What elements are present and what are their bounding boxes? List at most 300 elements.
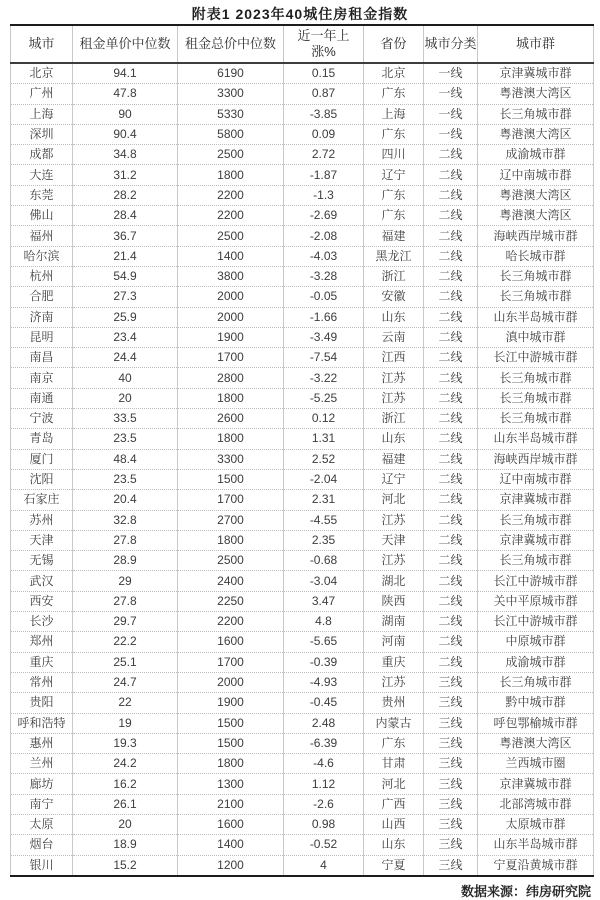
table-cell: 京津冀城市群 [478, 530, 594, 550]
table-cell: 16.2 [73, 774, 178, 794]
table-cell: 0.87 [284, 84, 364, 104]
table-row [11, 246, 594, 266]
table-cell: 呼包鄂榆城市群 [478, 713, 594, 733]
table-row [11, 327, 594, 347]
table-cell: 陕西 [364, 591, 424, 611]
table-cell: 0.98 [284, 814, 364, 834]
table-cell: 1400 [178, 246, 284, 266]
table-cell: 成渝城市群 [478, 652, 594, 672]
table-cell: -0.68 [284, 551, 364, 571]
table-cell: 长三角城市群 [478, 551, 594, 571]
table-row [11, 835, 594, 855]
table-cell: 太原 [11, 814, 73, 834]
table-cell: 太原城市群 [478, 814, 594, 834]
table-cell: 1700 [178, 490, 284, 510]
table-cell: 1200 [178, 855, 284, 876]
table-cell: -0.39 [284, 652, 364, 672]
table-cell: 二线 [424, 327, 478, 347]
table-cell: 三线 [424, 733, 478, 753]
table-cell: 无锡 [11, 551, 73, 571]
table-cell: 粤港澳大湾区 [478, 84, 594, 104]
table-cell: 3300 [178, 449, 284, 469]
table-cell: 中原城市群 [478, 632, 594, 652]
table-cell: 兰州 [11, 754, 73, 774]
table-cell: 2200 [178, 185, 284, 205]
table-cell: 甘肃 [364, 754, 424, 774]
table-cell: 广东 [364, 185, 424, 205]
table-cell: 29.7 [73, 612, 178, 632]
table-cell: 三线 [424, 855, 478, 876]
table-row [11, 348, 594, 368]
table-cell: 三线 [424, 693, 478, 713]
table-cell: 三线 [424, 672, 478, 692]
table-row [11, 429, 594, 449]
table-cell: 长沙 [11, 612, 73, 632]
table-cell: 2700 [178, 510, 284, 530]
table-cell: 27.8 [73, 591, 178, 611]
table-cell: 28.9 [73, 551, 178, 571]
table-cell: 山东 [364, 307, 424, 327]
page-title: 附表1 2023年40城住房租金指数 [191, 6, 409, 22]
table-cell: 0.12 [284, 409, 364, 429]
table-row [11, 774, 594, 794]
table-cell: 6190 [178, 63, 284, 84]
header-row [11, 25, 594, 63]
table-cell: 京津冀城市群 [478, 63, 594, 84]
table-row [11, 63, 594, 84]
table-cell: 兰西城市圈 [478, 754, 594, 774]
table-cell: 二线 [424, 206, 478, 226]
table-cell: -6.39 [284, 733, 364, 753]
table-cell: 广东 [364, 206, 424, 226]
table-cell: 粤港澳大湾区 [478, 733, 594, 753]
table-cell: 23.5 [73, 429, 178, 449]
table-cell: 2600 [178, 409, 284, 429]
table-cell: 湖北 [364, 571, 424, 591]
table-cell: 2.72 [284, 145, 364, 165]
table-cell: 哈长城市群 [478, 246, 594, 266]
table-cell: 2500 [178, 551, 284, 571]
table-cell: 呼和浩特 [11, 713, 73, 733]
table-cell: 昆明 [11, 327, 73, 347]
table-cell: 宁夏 [364, 855, 424, 876]
table-cell: 1800 [178, 388, 284, 408]
table-row [11, 226, 594, 246]
table-row [11, 490, 594, 510]
table-cell: 天津 [11, 530, 73, 550]
table-cell: 二线 [424, 348, 478, 368]
table-cell: 1800 [178, 165, 284, 185]
table-row [11, 571, 594, 591]
table-cell: -4.55 [284, 510, 364, 530]
table-cell: 宁夏沿黄城市群 [478, 855, 594, 876]
table-cell: -0.45 [284, 693, 364, 713]
table-cell: -1.3 [284, 185, 364, 205]
table-cell: -0.05 [284, 287, 364, 307]
table-cell: 青岛 [11, 429, 73, 449]
table-cell: 二线 [424, 266, 478, 286]
table-cell: 二线 [424, 490, 478, 510]
table-cell: 三线 [424, 774, 478, 794]
table-cell: 北京 [11, 63, 73, 84]
table-cell: 94.1 [73, 63, 178, 84]
table-row [11, 104, 594, 124]
table-cell: 江西 [364, 348, 424, 368]
table-cell: 28.2 [73, 185, 178, 205]
table-cell: 佛山 [11, 206, 73, 226]
table-cell: 5800 [178, 124, 284, 144]
table-cell: 24.7 [73, 672, 178, 692]
table-cell: -3.04 [284, 571, 364, 591]
table-cell: 长三角城市群 [478, 104, 594, 124]
table-cell: 二线 [424, 510, 478, 530]
table-row [11, 632, 594, 652]
table-cell: 福州 [11, 226, 73, 246]
table-cell: 二线 [424, 449, 478, 469]
table-row [11, 814, 594, 834]
table-cell: 1800 [178, 530, 284, 550]
table-cell: 辽宁 [364, 165, 424, 185]
table-cell: 常州 [11, 672, 73, 692]
column-header: 城市分类 [424, 25, 478, 63]
table-cell: 南昌 [11, 348, 73, 368]
table-cell: 哈尔滨 [11, 246, 73, 266]
table-cell: 2.35 [284, 530, 364, 550]
table-cell: -0.52 [284, 835, 364, 855]
column-header: 省份 [364, 25, 424, 63]
table-cell: 24.2 [73, 754, 178, 774]
table-cell: 二线 [424, 246, 478, 266]
table-cell: 一线 [424, 104, 478, 124]
table-cell: 长江中游城市群 [478, 348, 594, 368]
table-cell: 广州 [11, 84, 73, 104]
table-cell: 18.9 [73, 835, 178, 855]
table-row [11, 469, 594, 489]
table-cell: 黑龙江 [364, 246, 424, 266]
table-cell: -4.93 [284, 672, 364, 692]
table-cell: 1800 [178, 429, 284, 449]
table-body [11, 63, 594, 876]
table-cell: 云南 [364, 327, 424, 347]
table-cell: 5330 [178, 104, 284, 124]
table-row [11, 551, 594, 571]
table-cell: 深圳 [11, 124, 73, 144]
table-cell: 1600 [178, 632, 284, 652]
table-cell: 江苏 [364, 368, 424, 388]
table-cell: 27.8 [73, 530, 178, 550]
table-cell: 重庆 [364, 652, 424, 672]
table-cell: 辽中南城市群 [478, 469, 594, 489]
table-row [11, 652, 594, 672]
table-cell: 石家庄 [11, 490, 73, 510]
table-cell: 长三角城市群 [478, 388, 594, 408]
table-cell: 2250 [178, 591, 284, 611]
table-cell: 23.4 [73, 327, 178, 347]
table-cell: 银川 [11, 855, 73, 876]
table-cell: 郑州 [11, 632, 73, 652]
table-cell: 广东 [364, 124, 424, 144]
table-cell: 2800 [178, 368, 284, 388]
table-cell: 浙江 [364, 266, 424, 286]
table-cell: 京津冀城市群 [478, 774, 594, 794]
table-cell: 二线 [424, 612, 478, 632]
data-source-note: 数据来源：纬房研究院 [460, 883, 591, 899]
table-cell: 二线 [424, 287, 478, 307]
table-cell: -2.69 [284, 206, 364, 226]
table-cell: 北京 [364, 63, 424, 84]
table-cell: 47.8 [73, 84, 178, 104]
table-cell: 19.3 [73, 733, 178, 753]
table-cell: 广东 [364, 84, 424, 104]
table-cell: 南通 [11, 388, 73, 408]
table-cell: 二线 [424, 368, 478, 388]
table-row [11, 591, 594, 611]
table-cell: 廊坊 [11, 774, 73, 794]
table-cell: 1700 [178, 652, 284, 672]
table-cell: 20 [73, 814, 178, 834]
table-cell: 二线 [424, 591, 478, 611]
table-cell: 二线 [424, 307, 478, 327]
table-cell: -3.22 [284, 368, 364, 388]
table-cell: 二线 [424, 469, 478, 489]
table-cell: 长三角城市群 [478, 266, 594, 286]
table-cell: 1900 [178, 693, 284, 713]
table-cell: 19 [73, 713, 178, 733]
table-cell: 一线 [424, 84, 478, 104]
table-cell: 40 [73, 368, 178, 388]
table-cell: 贵州 [364, 693, 424, 713]
table-cell: 2400 [178, 571, 284, 591]
table-cell: 20 [73, 388, 178, 408]
table-cell: 福建 [364, 226, 424, 246]
table-cell: 21.4 [73, 246, 178, 266]
table-cell: 上海 [364, 104, 424, 124]
table-cell: 南宁 [11, 794, 73, 814]
table-cell: 1400 [178, 835, 284, 855]
table-cell: 关中平原城市群 [478, 591, 594, 611]
table-cell: 三线 [424, 814, 478, 834]
table-row [11, 672, 594, 692]
table-cell: 1500 [178, 469, 284, 489]
table-cell: 长三角城市群 [478, 368, 594, 388]
table-cell: 粤港澳大湾区 [478, 185, 594, 205]
table-cell: 48.4 [73, 449, 178, 469]
table-cell: 河南 [364, 632, 424, 652]
table-row [11, 185, 594, 205]
table-row [11, 733, 594, 753]
table-cell: 济南 [11, 307, 73, 327]
table-cell: 二线 [424, 409, 478, 429]
table-cell: -1.87 [284, 165, 364, 185]
table-cell: 1800 [178, 754, 284, 774]
table-cell: 2.48 [284, 713, 364, 733]
table-cell: 2000 [178, 287, 284, 307]
table-cell: -4.03 [284, 246, 364, 266]
table-cell: 福建 [364, 449, 424, 469]
table-cell: 0.15 [284, 63, 364, 84]
table-cell: 1.12 [284, 774, 364, 794]
table-row [11, 855, 594, 876]
table-cell: 广西 [364, 794, 424, 814]
table-cell: 天津 [364, 530, 424, 550]
table-cell: -2.04 [284, 469, 364, 489]
table-cell: 江苏 [364, 672, 424, 692]
table-cell: 重庆 [11, 652, 73, 672]
table-cell: 广东 [364, 733, 424, 753]
table-cell: 长江中游城市群 [478, 612, 594, 632]
column-header: 租金单价中位数 [73, 25, 178, 63]
column-header: 城市群 [478, 25, 594, 63]
table-cell: 3.47 [284, 591, 364, 611]
table-cell: 山西 [364, 814, 424, 834]
table-cell: 武汉 [11, 571, 73, 591]
table-cell: 粤港澳大湾区 [478, 124, 594, 144]
table-cell: 28.4 [73, 206, 178, 226]
table-cell: 粤港澳大湾区 [478, 206, 594, 226]
table-cell: 二线 [424, 652, 478, 672]
table-cell: 三线 [424, 794, 478, 814]
table-cell: 34.8 [73, 145, 178, 165]
table-cell: 二线 [424, 551, 478, 571]
table-cell: 27.3 [73, 287, 178, 307]
table-cell: -2.6 [284, 794, 364, 814]
table-cell: 二线 [424, 145, 478, 165]
table-row [11, 693, 594, 713]
table-cell: 杭州 [11, 266, 73, 286]
table-cell: 4 [284, 855, 364, 876]
table-cell: 山东 [364, 835, 424, 855]
table-cell: 2200 [178, 612, 284, 632]
table-cell: 山东半岛城市群 [478, 307, 594, 327]
table-cell: 2.52 [284, 449, 364, 469]
table-cell: -4.6 [284, 754, 364, 774]
table-cell: 安徽 [364, 287, 424, 307]
table-cell: 西安 [11, 591, 73, 611]
table-cell: 湖南 [364, 612, 424, 632]
table-cell: 20.4 [73, 490, 178, 510]
table-row [11, 266, 594, 286]
table-cell: 三线 [424, 754, 478, 774]
table-cell: 成渝城市群 [478, 145, 594, 165]
table-cell: 2100 [178, 794, 284, 814]
table-row [11, 754, 594, 774]
table-cell: -1.66 [284, 307, 364, 327]
table-cell: 32.8 [73, 510, 178, 530]
table-cell: 2500 [178, 145, 284, 165]
table-cell: 河北 [364, 774, 424, 794]
table-cell: 江苏 [364, 551, 424, 571]
table-cell: 山东半岛城市群 [478, 429, 594, 449]
table-row [11, 794, 594, 814]
table-cell: 上海 [11, 104, 73, 124]
table-row [11, 206, 594, 226]
table-cell: 苏州 [11, 510, 73, 530]
table-cell: 山东 [364, 429, 424, 449]
table-cell: 1300 [178, 774, 284, 794]
table-cell: 4.8 [284, 612, 364, 632]
table-row [11, 713, 594, 733]
table-cell: 一线 [424, 63, 478, 84]
table-cell: 长三角城市群 [478, 672, 594, 692]
table-cell: 河北 [364, 490, 424, 510]
table-header [11, 25, 594, 63]
table-cell: 海峡西岸城市群 [478, 449, 594, 469]
table-cell: 22 [73, 693, 178, 713]
table-cell: 浙江 [364, 409, 424, 429]
table-cell: 东莞 [11, 185, 73, 205]
table-cell: 惠州 [11, 733, 73, 753]
table-cell: 1500 [178, 713, 284, 733]
table-cell: 33.5 [73, 409, 178, 429]
table-cell: 22.2 [73, 632, 178, 652]
table-cell: 26.1 [73, 794, 178, 814]
table-row [11, 307, 594, 327]
table-cell: 1600 [178, 814, 284, 834]
table-cell: 2500 [178, 226, 284, 246]
table-row [11, 165, 594, 185]
table-row [11, 510, 594, 530]
table-cell: -5.65 [284, 632, 364, 652]
table-cell: -3.85 [284, 104, 364, 124]
table-cell: 24.4 [73, 348, 178, 368]
table-cell: 54.9 [73, 266, 178, 286]
table-row [11, 145, 594, 165]
table-row [11, 368, 594, 388]
table-cell: 36.7 [73, 226, 178, 246]
table-cell: 0.09 [284, 124, 364, 144]
table-row [11, 124, 594, 144]
column-header: 租金总价中位数 [178, 25, 284, 63]
table-cell: 二线 [424, 571, 478, 591]
table-cell: 内蒙古 [364, 713, 424, 733]
table-cell: 二线 [424, 226, 478, 246]
table-row [11, 449, 594, 469]
table-cell: 2.31 [284, 490, 364, 510]
table-cell: 25.1 [73, 652, 178, 672]
table-cell: 滇中城市群 [478, 327, 594, 347]
table-cell: 成都 [11, 145, 73, 165]
table-row [11, 84, 594, 104]
table-cell: 3800 [178, 266, 284, 286]
table-cell: 二线 [424, 530, 478, 550]
table-cell: 四川 [364, 145, 424, 165]
column-header: 近一年上涨% [284, 25, 364, 63]
table-cell: 一线 [424, 124, 478, 144]
table-cell: 2000 [178, 672, 284, 692]
table-cell: 江苏 [364, 510, 424, 530]
rent-index-table [10, 24, 594, 877]
table-cell: 宁波 [11, 409, 73, 429]
table-cell: 25.9 [73, 307, 178, 327]
table-cell: 厦门 [11, 449, 73, 469]
table-cell: 1900 [178, 327, 284, 347]
table-cell: -7.54 [284, 348, 364, 368]
table-row [11, 409, 594, 429]
table-cell: 贵阳 [11, 693, 73, 713]
table-cell: 2000 [178, 307, 284, 327]
table-cell: 29 [73, 571, 178, 591]
table-cell: 90 [73, 104, 178, 124]
table-cell: -2.08 [284, 226, 364, 246]
table-cell: 烟台 [11, 835, 73, 855]
table-cell: 二线 [424, 388, 478, 408]
table-cell: 3300 [178, 84, 284, 104]
table-cell: 辽宁 [364, 469, 424, 489]
table-cell: 海峡西岸城市群 [478, 226, 594, 246]
table-cell: 长三角城市群 [478, 510, 594, 530]
table-cell: 黔中城市群 [478, 693, 594, 713]
table-cell: 合肥 [11, 287, 73, 307]
